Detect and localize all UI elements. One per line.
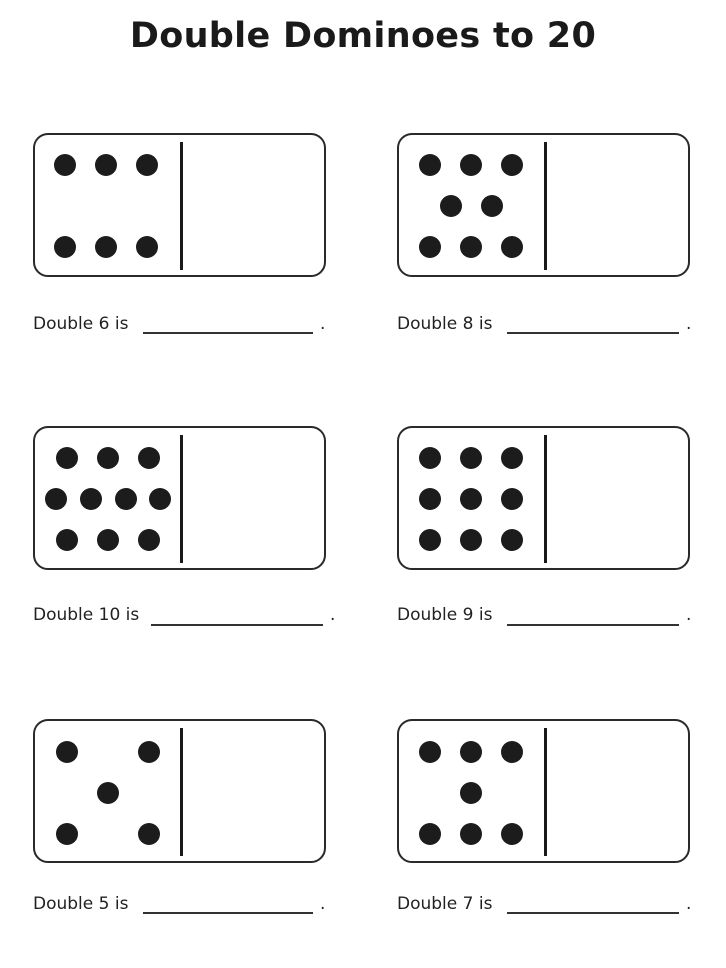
- domino-double-5: [33, 719, 326, 863]
- caption-double-9: Double 9 is: [397, 605, 493, 625]
- domino-dot: [138, 447, 160, 469]
- domino-double-10: [33, 426, 326, 570]
- domino-dot: [440, 195, 462, 217]
- domino-divider: [544, 435, 547, 563]
- domino-dot: [501, 741, 523, 763]
- caption-double-10: Double 10 is: [33, 605, 140, 625]
- domino-dot: [54, 154, 76, 176]
- domino-dot: [501, 529, 523, 551]
- domino-dot: [97, 447, 119, 469]
- domino-double-7: [397, 719, 690, 863]
- domino-dot: [501, 236, 523, 258]
- answer-line[interactable]: [143, 332, 313, 334]
- caption-double-6: Double 6 is: [33, 314, 129, 334]
- domino-divider: [180, 728, 183, 856]
- domino-dot: [149, 488, 171, 510]
- domino-dot: [419, 236, 441, 258]
- domino-dot: [481, 195, 503, 217]
- answer-line[interactable]: [507, 332, 679, 334]
- domino-dot: [460, 529, 482, 551]
- domino-dot: [460, 154, 482, 176]
- domino-dot: [419, 741, 441, 763]
- domino-dot: [419, 529, 441, 551]
- domino-dot: [460, 782, 482, 804]
- domino-dot: [460, 488, 482, 510]
- domino-dot: [97, 782, 119, 804]
- answer-line[interactable]: [507, 912, 679, 914]
- domino-dot: [45, 488, 67, 510]
- caption-double-5: Double 5 is: [33, 894, 129, 914]
- domino-dot: [419, 823, 441, 845]
- domino-dot: [460, 823, 482, 845]
- domino-dot: [419, 488, 441, 510]
- domino-dot: [138, 529, 160, 551]
- answer-line[interactable]: [143, 912, 313, 914]
- domino-dot: [97, 529, 119, 551]
- domino-dot: [138, 741, 160, 763]
- domino-divider: [180, 142, 183, 270]
- domino-dot: [138, 823, 160, 845]
- domino-dot: [56, 447, 78, 469]
- domino-dot: [54, 236, 76, 258]
- worksheet-title: Double Dominoes to 20: [129, 16, 597, 56]
- domino-dot: [419, 154, 441, 176]
- domino-double-9: [397, 426, 690, 570]
- domino-divider: [180, 435, 183, 563]
- caption-period: .: [686, 314, 692, 334]
- caption-double-7: Double 7 is: [397, 894, 493, 914]
- domino-divider: [544, 142, 547, 270]
- answer-line[interactable]: [151, 624, 323, 626]
- domino-double-8: [397, 133, 690, 277]
- domino-dot: [501, 823, 523, 845]
- domino-dot: [501, 447, 523, 469]
- domino-dot: [460, 447, 482, 469]
- caption-period: .: [320, 894, 326, 914]
- caption-double-8: Double 8 is: [397, 314, 493, 334]
- domino-dot: [136, 154, 158, 176]
- caption-period: .: [686, 605, 692, 625]
- caption-period: .: [330, 605, 336, 625]
- caption-period: .: [320, 314, 326, 334]
- domino-dot: [460, 236, 482, 258]
- caption-period: .: [686, 894, 692, 914]
- domino-divider: [544, 728, 547, 856]
- domino-dot: [80, 488, 102, 510]
- domino-dot: [56, 823, 78, 845]
- domino-dot: [501, 154, 523, 176]
- domino-dot: [460, 741, 482, 763]
- domino-dot: [56, 529, 78, 551]
- domino-dot: [95, 236, 117, 258]
- domino-dot: [501, 488, 523, 510]
- domino-dot: [95, 154, 117, 176]
- domino-double-6: [33, 133, 326, 277]
- domino-dot: [419, 447, 441, 469]
- domino-dot: [56, 741, 78, 763]
- domino-dot: [115, 488, 137, 510]
- answer-line[interactable]: [507, 624, 679, 626]
- domino-dot: [136, 236, 158, 258]
